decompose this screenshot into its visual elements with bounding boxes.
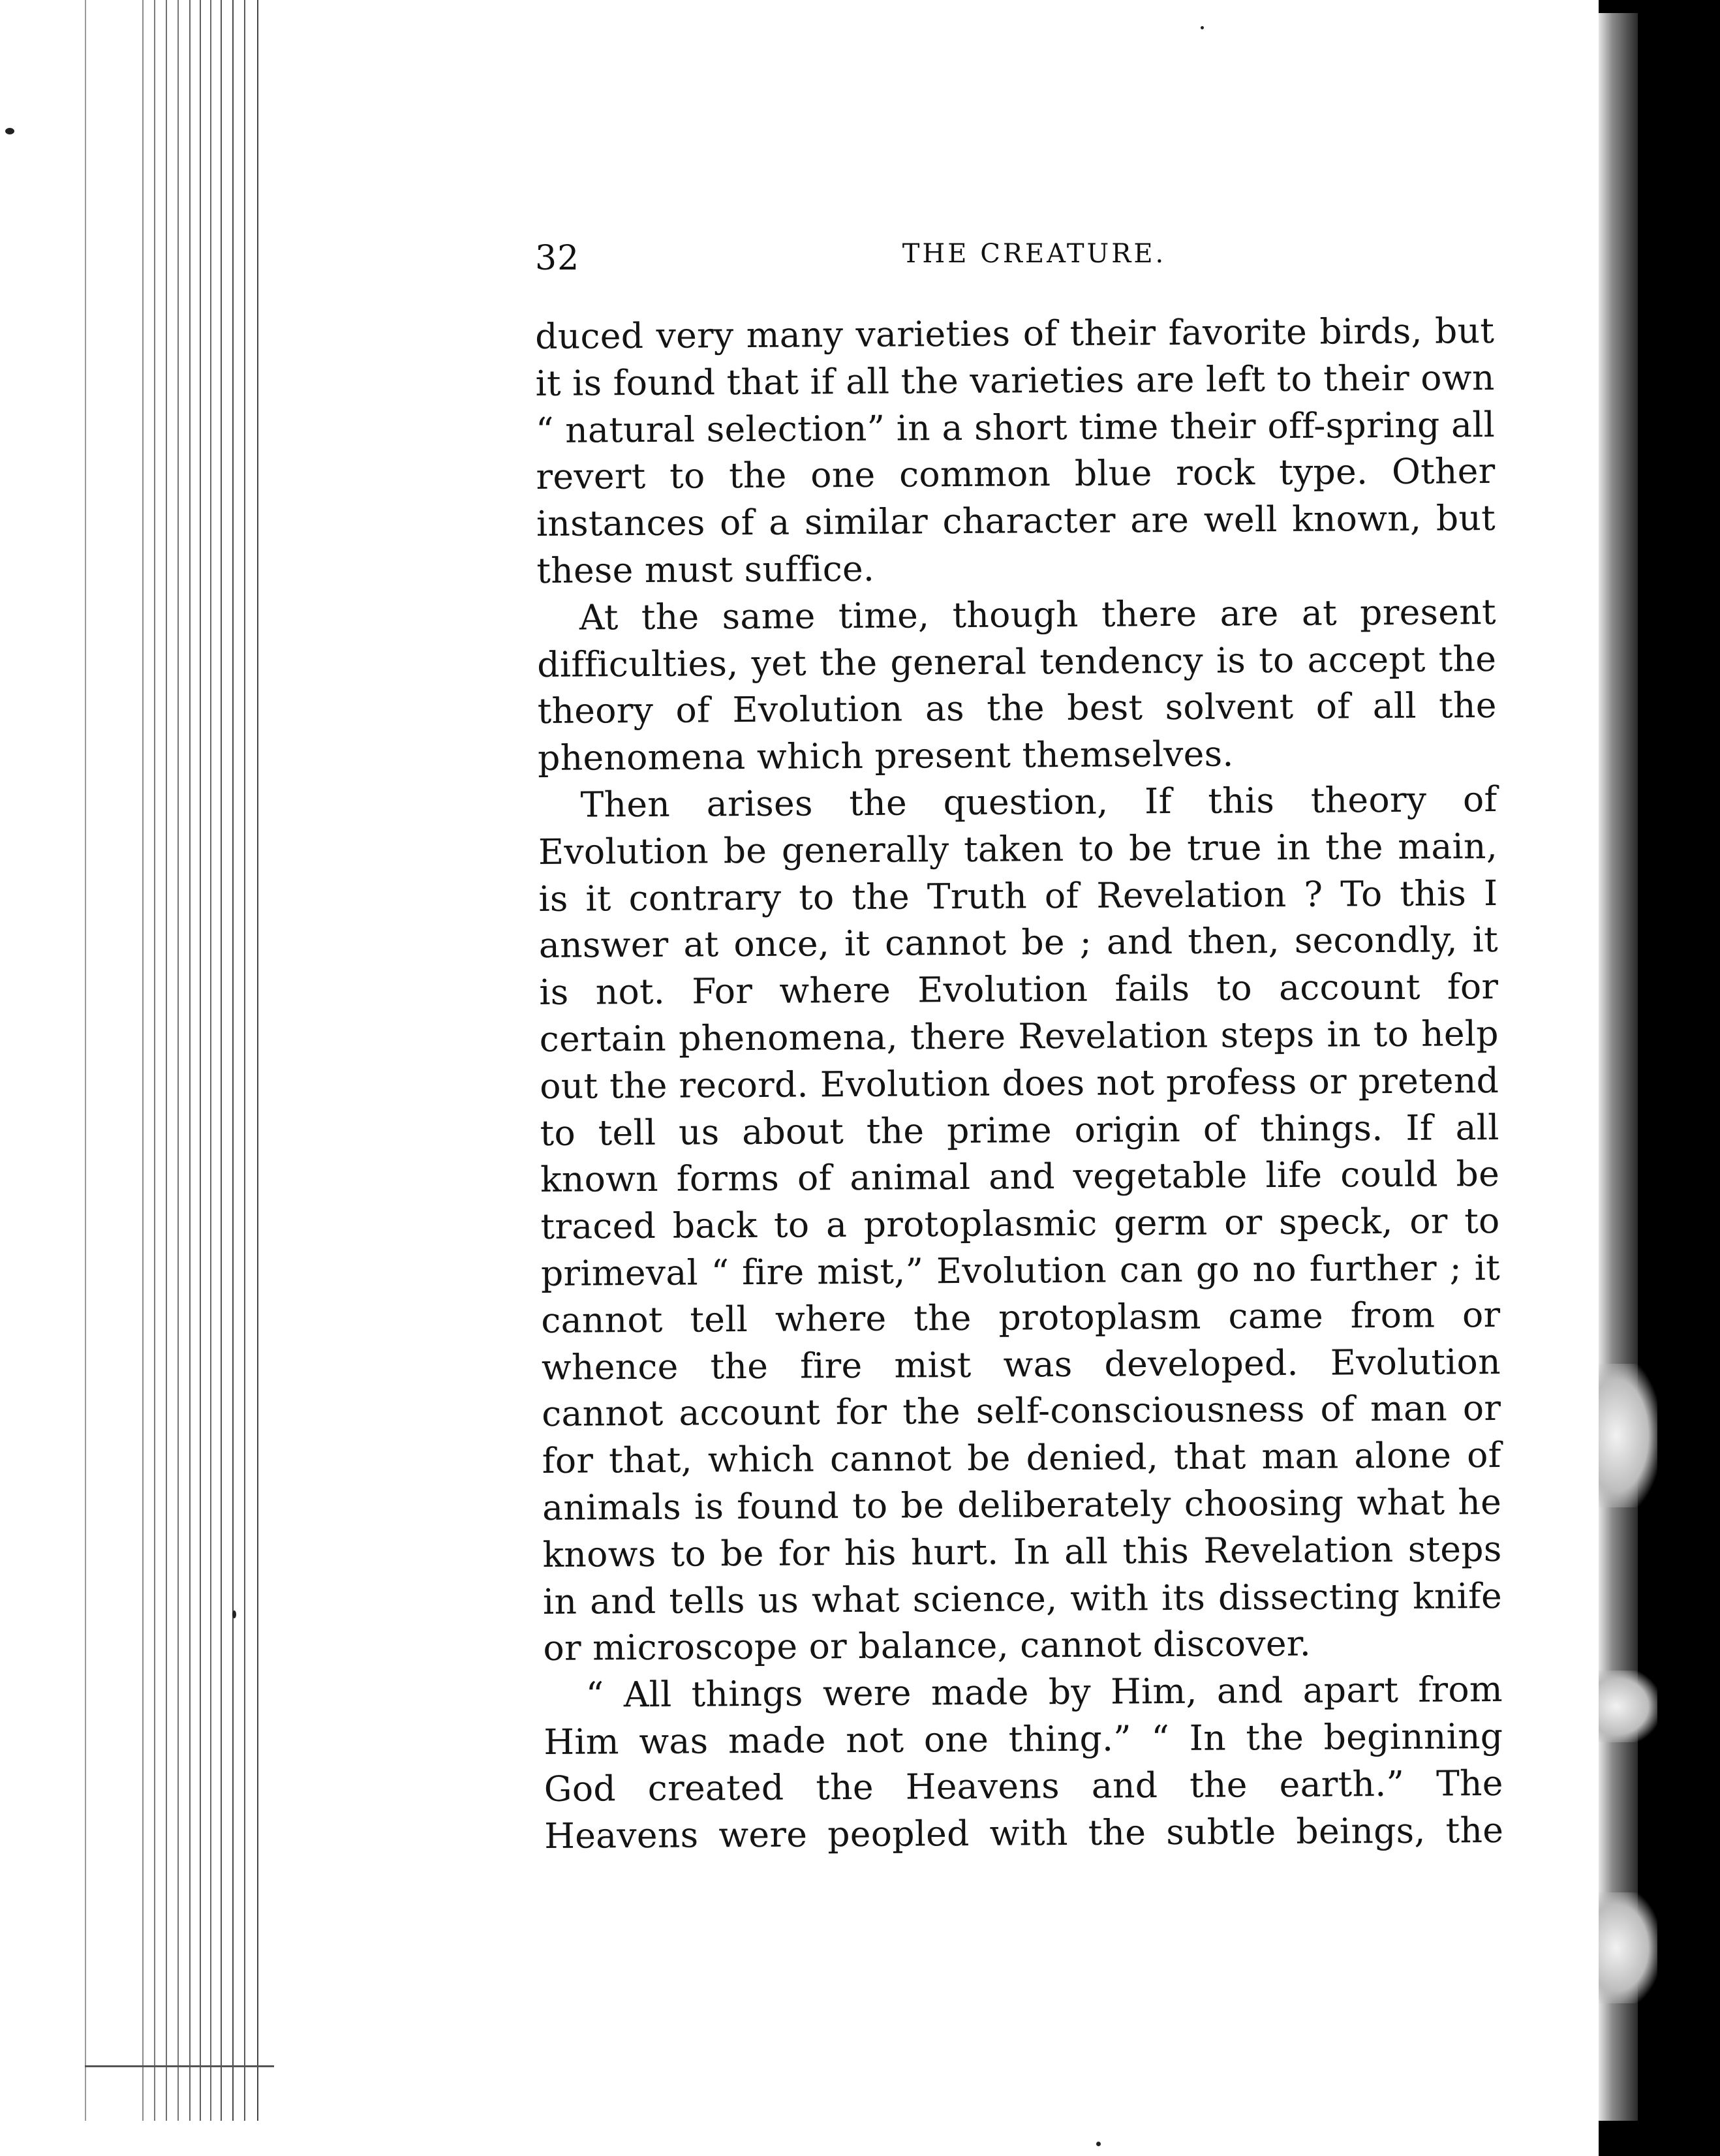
scan-speck (5, 128, 14, 134)
scan-speck (1096, 2142, 1101, 2146)
page-edge-line (244, 0, 245, 2121)
page-edge-base (85, 2065, 274, 2123)
page-edge-line (221, 0, 222, 2121)
page-edge-line (210, 0, 211, 2121)
right-book-edge-gradient (1599, 13, 1638, 2121)
page-edge-line (177, 0, 179, 2121)
page-edge-line (166, 0, 167, 2121)
left-page-edges (0, 0, 274, 2156)
paper-damage-mark (1599, 1671, 1657, 1742)
paper-damage-mark (1599, 1892, 1657, 2003)
scan-speck (1201, 26, 1204, 29)
body-text (535, 307, 1503, 1859)
page-number: 32 (535, 239, 580, 278)
page-edge-line (232, 0, 234, 2121)
page-edge-line (257, 0, 258, 2121)
paragraph: “ All things were made by Him, and apart from Him was made not one thing.” “ In the beginning God created the Heavens and the earth.” The Heavens were peopled with the subtle beings, the (544, 1669, 1504, 1856)
page-edge-line (142, 0, 144, 2121)
running-head (535, 239, 1514, 278)
page-heading: THE CREATURE. (902, 239, 1167, 269)
paragraph: Then arises the question, If this theory of Evolution be generally taken to be true in the main, is it contrary to the Truth of Revelation ? To this I answer at once, it cannot be ; and then, secondly, it is not. For where Evolution fails to account for certain phenomena, there Revelation steps in to help out the record. Evolution does not profess or pretend to tell us about the prime origin of things. If all known forms of animal and vegetable life could be traced back to a protoplasmic germ or speck, or to primeval “ fire mist,” Evolution can go no further ; it cannot tell where the protoplasm came from or whence the fire mist was developed. Evolution cannot account for the self-consciousness of man or for that, which cannot be denied, that man alone of animals is found to be deliberately choosing what he knows to be for his hurt. In all this Revelation steps in and tells us what science, with its dissecting knife or microscope or balance, cannot discover. (538, 778, 1503, 1669)
scan-speck (232, 1610, 236, 1618)
page-edge-line (200, 0, 201, 2121)
page-edge-line (189, 0, 191, 2121)
paragraph: At the same time, though there are at present difficulties, yet the general tendency is to accept the theory of Evolution as the best solvent of all the phenomena which present themselves. (537, 591, 1497, 779)
paper-damage-mark (1599, 1364, 1657, 1507)
page-edge-line (154, 0, 155, 2121)
page-edge-line (85, 0, 86, 2121)
paragraph: duced very many varieties of their favorite birds, but it is found that if all the varieties are left to their own “ natural selection” in a short time their off-spring all revert to the one common blue rock type. Other instances of a similar character are well known, but these must suffice. (535, 310, 1496, 591)
